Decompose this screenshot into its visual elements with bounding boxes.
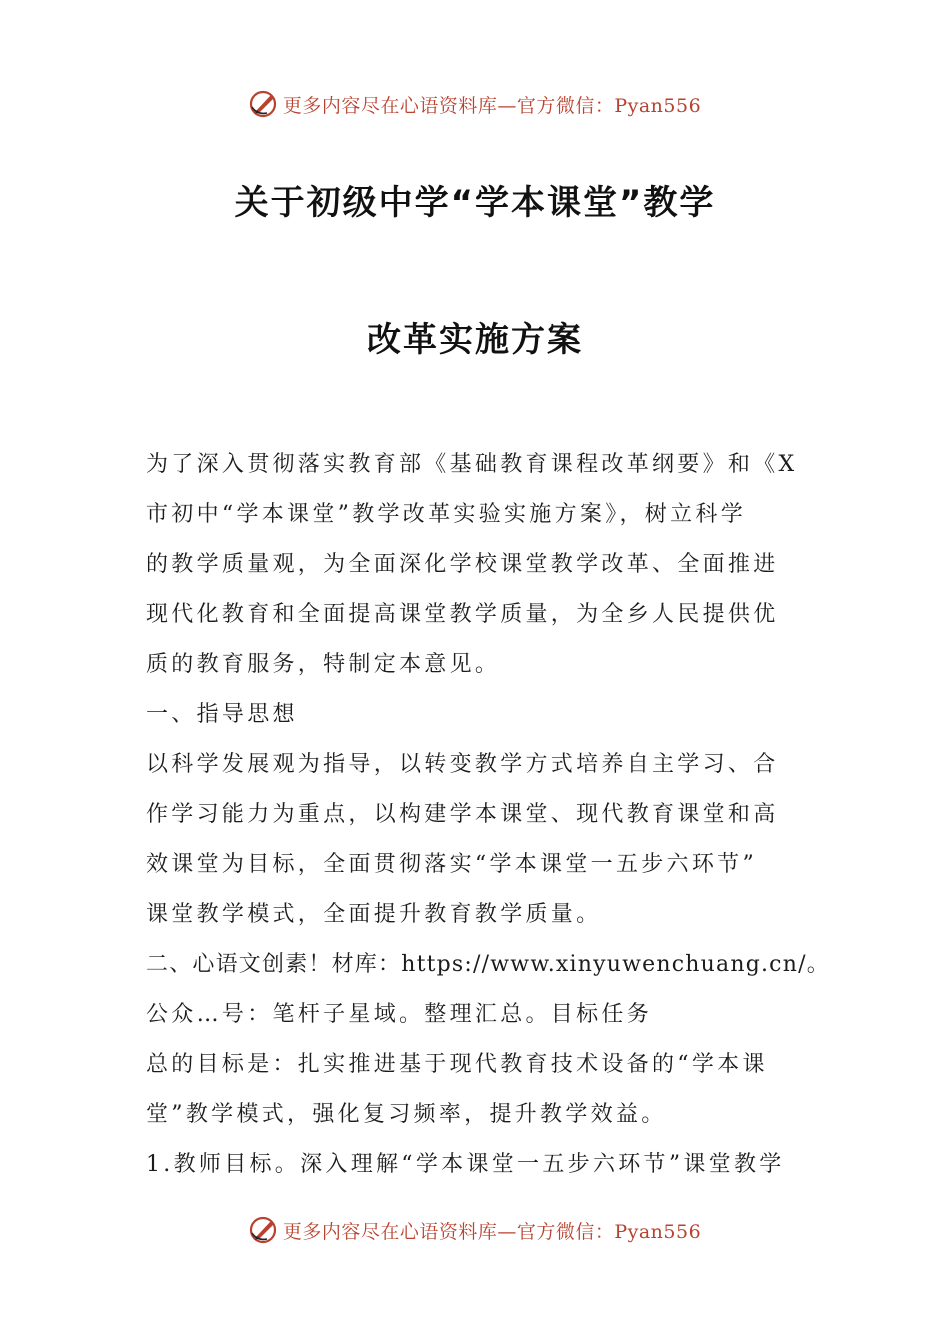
- body-line: 为了深入贯彻落实教育部《基础教育课程改革纲要》和《X: [146, 452, 798, 477]
- body-line: 现代化教育和全面提高课堂教学质量，为全乡人民提供优: [146, 602, 779, 627]
- section-heading-guiding-ideology: 一、指导思想: [146, 702, 298, 727]
- document-body: [146, 440, 830, 1190]
- section-heading-goals: 二、心语文创素！材库：https://www.xinyuwenchuang.cn/。: [146, 952, 830, 977]
- quill-pen-circle-icon: [249, 89, 279, 119]
- body-line: 的教学质量观，为全面深化学校课堂教学改革、全面推进: [146, 552, 779, 577]
- body-line: 1.教师目标。深入理解“学本课堂一五步六环节”课堂教学: [146, 1152, 785, 1177]
- document-title-line-1: 关于初级中学“学本课堂”教学: [234, 183, 716, 223]
- document-title-line-2: 改革实施方案: [367, 320, 583, 360]
- body-line: 作学习能力为重点，以构建学本课堂、现代教育课堂和高: [146, 802, 779, 827]
- body-line: 市初中“学本课堂”教学改革实验实施方案》，树立科学: [146, 502, 746, 527]
- header-banner: [0, 84, 950, 124]
- body-line: 效课堂为目标，全面贯彻落实“学本课堂一五步六环节”: [146, 852, 757, 877]
- footer-banner: [0, 1210, 950, 1250]
- body-line: 质的教育服务，特制定本意见。: [146, 652, 501, 677]
- body-line: 总的目标是：扎实推进基于现代教育技术设备的“学本课: [146, 1052, 768, 1077]
- body-line: 公众…号：笔杆子星域。整理汇总。目标任务: [146, 1002, 653, 1027]
- banner-text: 更多内容尽在心语资料库—官方微信：Pyan556: [282, 94, 702, 117]
- body-line: 课堂教学模式，全面提升教育教学质量。: [146, 902, 602, 927]
- quill-pen-circle-icon: [249, 1215, 279, 1245]
- body-line: 堂”教学模式，强化复习频率，提升教学效益。: [146, 1102, 667, 1127]
- banner-text: 更多内容尽在心语资料库—官方微信：Pyan556: [282, 1220, 702, 1243]
- body-line: 以科学发展观为指导，以转变教学方式培养自主学习、合: [146, 752, 779, 777]
